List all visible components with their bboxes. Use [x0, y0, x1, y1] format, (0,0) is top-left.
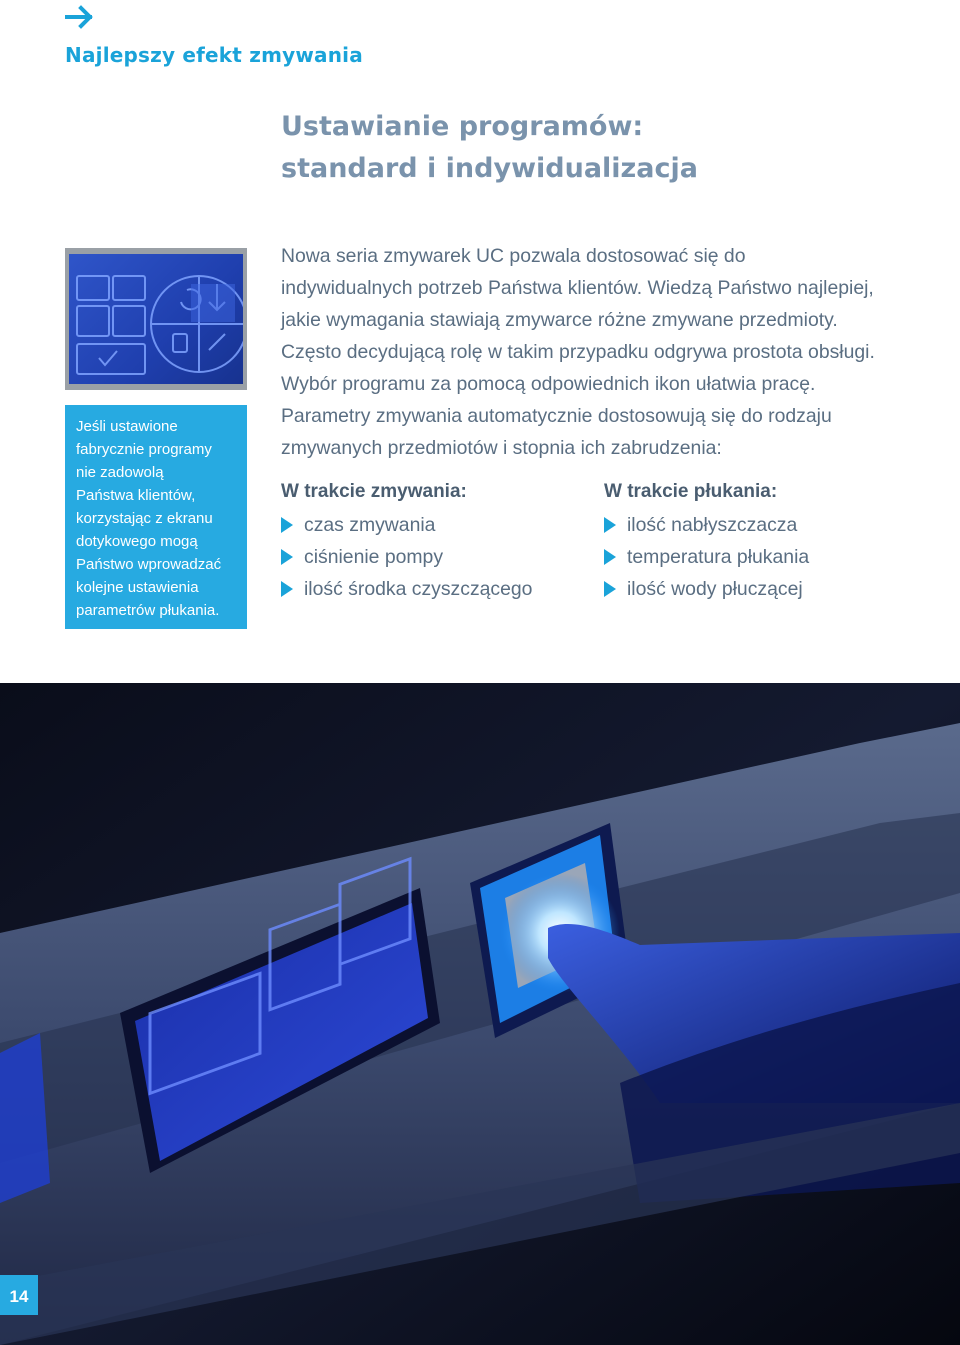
rinsing-heading: W trakcie płukania:	[604, 481, 778, 502]
triangle-bullet-icon	[604, 549, 616, 565]
callout-line: korzystając z ekranu	[76, 510, 213, 527]
arrow-right-icon	[64, 4, 96, 30]
touchscreen-photo	[65, 248, 247, 390]
triangle-bullet-icon	[604, 517, 616, 533]
list-item-label: temperatura płukania	[627, 546, 810, 568]
page-title-line-2: standard i indywidualizacja	[281, 153, 698, 184]
intro-line: Wybór programu za pomocą odpowiednich ikon ułatwia pracę.	[281, 373, 816, 395]
callout-line: dotykowego mogą	[76, 533, 198, 550]
callout-line: Państwo wprowadzać	[76, 556, 222, 573]
list-item-label: ilość środka czyszczącego	[304, 578, 533, 600]
list-item	[281, 509, 532, 541]
list-item	[281, 541, 532, 573]
callout-line: Jeśli ustawione	[76, 418, 178, 435]
intro-line: jakie wymagania stawiają zmywarce różne zmywane przedmioty.	[281, 309, 838, 331]
list-item-label: ilość nabłyszczacza	[627, 514, 798, 536]
rinsing-list	[604, 509, 809, 605]
triangle-bullet-icon	[281, 549, 293, 565]
page-title-line-1: Ustawianie programów:	[281, 111, 644, 142]
triangle-bullet-icon	[281, 581, 293, 597]
page-title	[281, 106, 698, 190]
washing-heading: W trakcie zmywania:	[281, 481, 467, 502]
info-callout	[65, 405, 247, 629]
list-item	[604, 573, 809, 605]
intro-line: zmywanych przedmiotów i stopnia ich zabrudzenia:	[281, 437, 722, 459]
page-number: 14	[0, 1275, 38, 1315]
list-item	[604, 541, 809, 573]
control-panel-photo	[0, 683, 960, 1345]
intro-paragraph	[281, 240, 911, 464]
callout-line: fabrycznie programy	[76, 441, 212, 458]
list-item-label: ilość wody płuczącej	[627, 578, 803, 600]
list-item-label: czas zmywania	[304, 514, 436, 536]
touchscreen-icons-image	[69, 254, 243, 384]
callout-line: Państwa klientów,	[76, 487, 196, 504]
list-item	[281, 573, 532, 605]
callout-line: kolejne ustawienia	[76, 579, 199, 596]
list-item-label: ciśnienie pompy	[304, 546, 444, 568]
callout-line: parametrów płukania.	[76, 602, 220, 619]
intro-line: Parametry zmywania automatycznie dostosowują się do rodzaju	[281, 405, 832, 427]
list-item	[604, 509, 809, 541]
intro-line: indywidualnych potrzeb Państwa klientów. Wiedzą Państwo najlepiej,	[281, 277, 874, 299]
intro-line: Nowa seria zmywarek UC pozwala dostosować się do	[281, 245, 746, 267]
callout-line: nie zadowolą	[76, 464, 164, 481]
section-title: Najlepszy efekt zmywania	[65, 43, 363, 67]
triangle-bullet-icon	[604, 581, 616, 597]
washing-list	[281, 509, 532, 605]
intro-line: Często decydującą rolę w takim przypadku odgrywa prostota obsługi.	[281, 341, 875, 363]
triangle-bullet-icon	[281, 517, 293, 533]
